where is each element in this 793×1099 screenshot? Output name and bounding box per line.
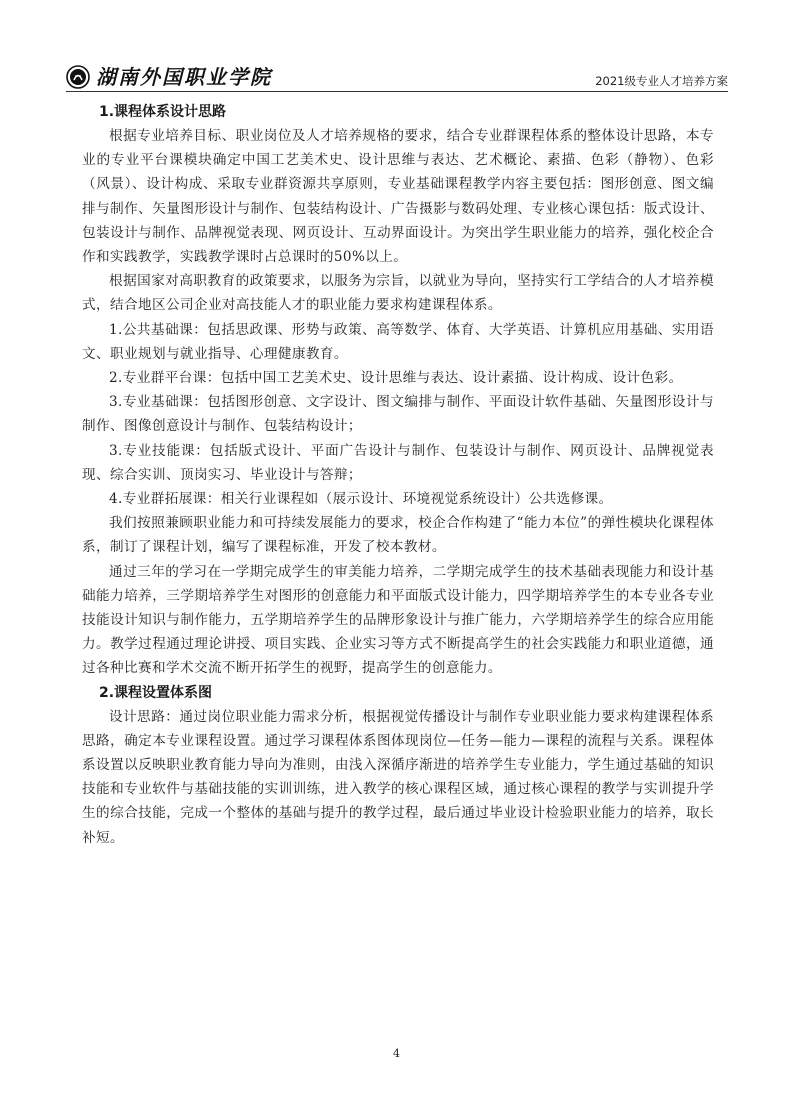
paragraph: 1.公共基础课：包括思政课、形势与政策、高等数学、体育、大学英语、计算机应用基础、实用语文、职业规划与就业指导、心理健康教育。 (82, 321, 714, 362)
paragraph: 通过三年的学习在一学期完成学生的审美能力培养，二学期完成学生的技术基础表现能力和设计基础能力培养，三学期培养学生对图形的创意能力和平面版式设计能力，四学期培养学生的本专业各专业技能设计知识与制作能力，五学期培养学生的品牌形象设计与推广能力，六学期培养学生的综合应用能力。教学过程通过理论讲授、项目实践、企业实习等方式不断提高学生的社会实践能力和职业道德，通过各种比赛和学术交流不断开拓学生的视野，提高学生的创意能力。 (82, 563, 714, 677)
paragraph: 2.专业群平台课：包括中国工艺美术史、设计思维与表达、设计素描、设计构成、设计色彩。 (109, 370, 683, 387)
paragraph: 我们按照兼顾职业能力和可持续发展能力的要求，校企合作构建了“能力本位”的弹性模块化课程体系，制订了课程计划，编写了课程标准，开发了校本教材。 (82, 515, 714, 556)
page-number: 4 (393, 1047, 400, 1060)
paragraph: 3.专业基础课：包括图形创意、文字设计、图文编排与制作、平面设计软件基础、矢量图形设计与制作、图像创意设计与制作、包装结构设计； (82, 394, 714, 435)
paragraph: 4.专业群拓展课：相关行业课程如（展示设计、环境视觉系统设计）公共选修课。 (109, 491, 613, 508)
paragraph: 根据专业培养目标、职业岗位及人才培养规格的要求，结合专业群课程体系的整体设计思路，本专业的专业平台课模块确定中国工艺美术史、设计思维与表达、艺术概论、素描、色彩（静物）、色彩（风景）、设计构成、采取专业群资源共享原则，专业基础课程教学内容主要包括：图形创意、图文编排与制作、矢量图形设计与制作、包装结构设计、广告摄影与数码处理、专业核心课包括：版式设计、包装设计与制作、品牌视觉表现、网页设计、互动界面设计。为突出学生职业能力的培养，强化校企合作和实践教学，实践教学课时占总课时的50%以上。 (82, 128, 714, 266)
school-name: 湖南外国职业学院 (96, 65, 272, 89)
paragraph: 根据国家对高职教育的政策要求，以服务为宗旨，以就业为导向，坚持实行工学结合的人才培养模式，结合地区公司企业对高技能人才的职业能力要求构建课程体系。 (82, 273, 714, 314)
header-divider (66, 91, 728, 92)
paragraph: 3.专业技能课：包括版式设计、平面广告设计与制作、包装设计与制作、网页设计、品牌视觉表现、综合实训、顶岗实习、毕业设计与答辩； (82, 442, 714, 483)
document-title: 2021级专业人才培养方案 (595, 74, 728, 88)
page-header (66, 64, 728, 94)
school-logo (66, 64, 272, 90)
page-body (82, 100, 714, 850)
paragraph: 设计思路：通过岗位职业能力需求分析，根据视觉传播设计与制作专业职业能力要求构建课程体系思路，确定本专业课程设置。通过学习课程体系图体现岗位—任务—能力—课程的流程与关系。课程体系设置以反映职业教育能力导向为准则，由浅入深循序渐进的培养学生专业能力，学生通过基础的知识技能和专业软件与基础技能的实训训练，进入教学的核心课程区域，通过核心课程的教学与实训提升学生的综合技能，完成一个整体的基础与提升的教学过程，最后通过毕业设计检验职业能力的培养，取长补短。 (82, 708, 714, 846)
school-seal-icon (66, 65, 90, 89)
section-heading-course-system-diagram: 2.课程设置体系图 (99, 684, 213, 701)
section-heading-course-design: 1.课程体系设计思路 (99, 104, 227, 120)
